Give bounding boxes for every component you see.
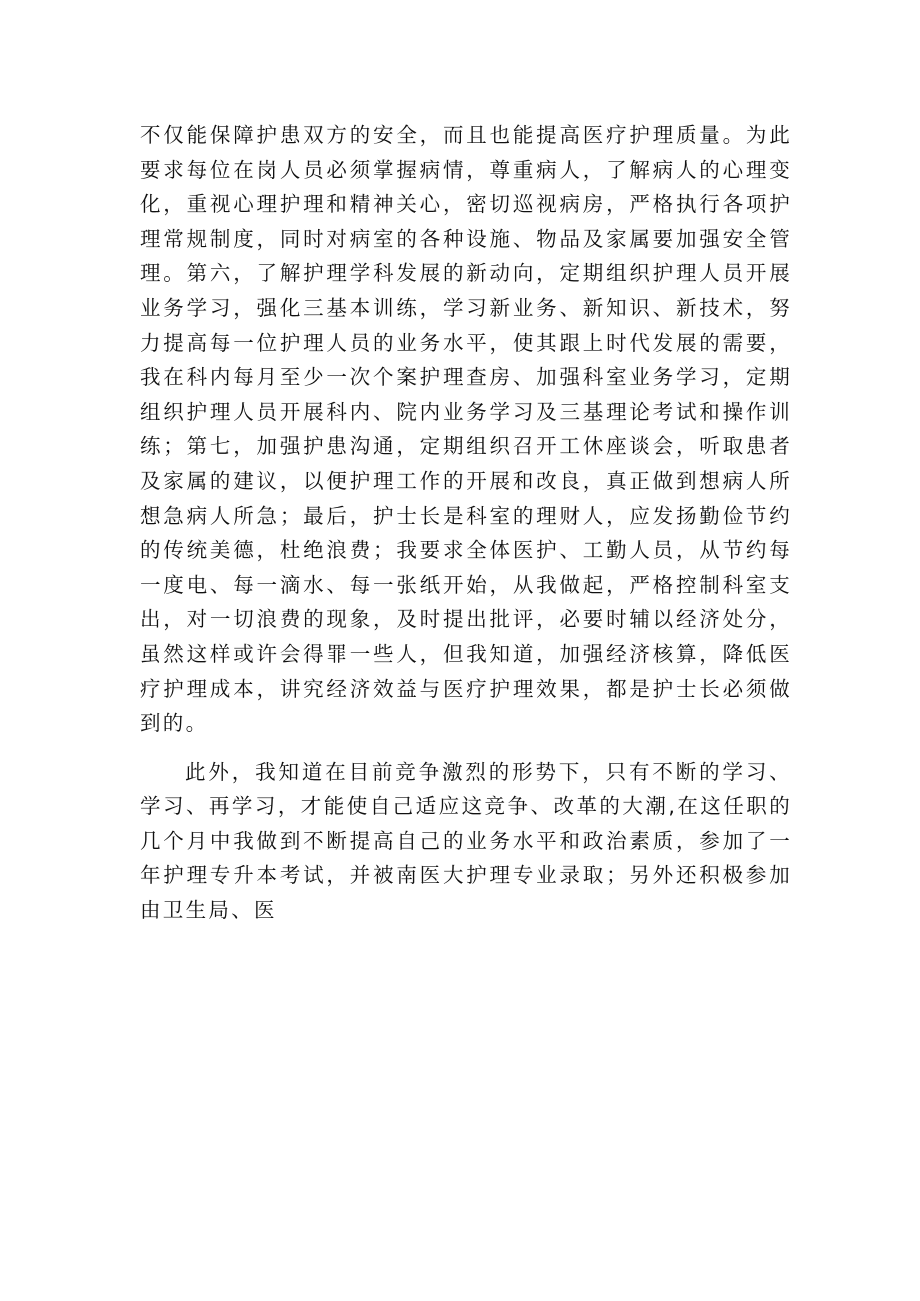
paragraph-continued: 不仅能保障护患双方的安全，而且也能提高医疗护理质量。为此要求每位在岗人员必须掌握病情，尊重病人，了解病人的心理变化，重视心理护理和精神关心，密切巡视病房，严格执行各项护理常规制度，同时对病室的各种设施、物品及家属要加强安全管理。第六，了解护理学科发展的新动向，定期组织护理人员开展业务学习，强化三基本训练，学习新业务、新知识、新技术，努力提高每一位护理人员的业务水平，使其跟上时代发展的需要，我在科内每月至少一次个案护理查房、加强科室业务学习，定期组织护理人员开展科内、院内业务学习及三基理论考试和操作训练；第七，加强护患沟通，定期组织召开工休座谈会，听取患者及家属的建议，以便护理工作的开展和改良，真正做到想病人所想急病人所急；最后，护士长是科室的理财人，应发扬勤俭节约的传统美德，杜绝浪费；我要求全体医护、工勤人员，从节约每一度电、每一滴水、每一张纸开始，从我做起，严格控制科室支出，对一切浪费的现象，及时提出批评，必要时辅以经济处分，虽然这样或许会得罪一些人，但我知道，加强经济核算，降低医疗护理成本，讲究经济效益与医疗护理效果，都是护士长必须做到的。: [140, 123, 792, 736]
document-body: [140, 118, 792, 928]
paragraph-study: 此外，我知道在目前竞争激烈的形势下，只有不断的学习、学习、再学习，才能使自己适应这竞争、改革的大潮,在这任职的几个月中我做到不断提高自己的业务水平和政治素质，参加了一年护理专升本考试，并被南医大护理专业录取；另外还积极参加由卫生局、医: [140, 759, 792, 923]
